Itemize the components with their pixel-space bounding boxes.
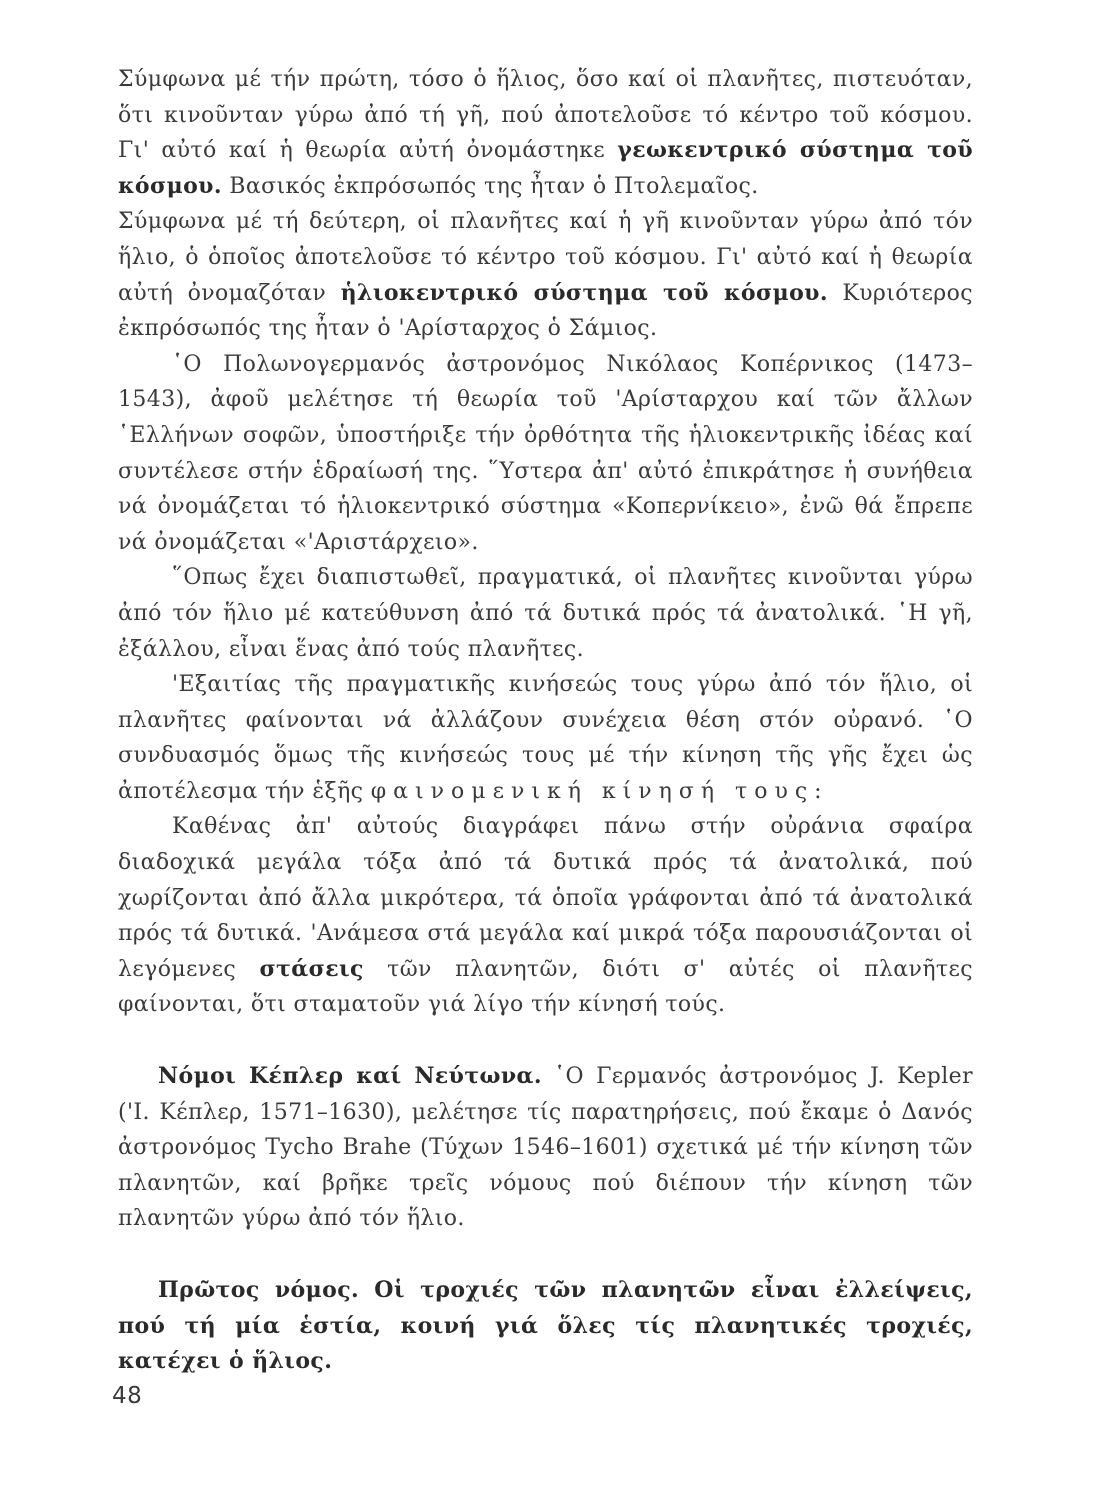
term-apparent-motion: φαινομενική κίνησή τους: xyxy=(370,778,829,804)
paragraph-copernicus: ῾Ο Πολωνογερμανός ἀστρονόμος Νικόλαος Κοπέρνικος (1473–1543), ἀφοῦ μελέτησε τή θεωρία τοῦ 'Αρίσταρχου καί τῶν ἄλλων ῾Ελλήνων σοφῶν, ὑποστήριξε τήν ὀρθότητα τῆς ἡλιοκεντρικῆς ἰδέας καί συντέλεσε στήν ἑδραίωσή της. ῞Υστερα ἀπ' αὐτό ἐπικράτησε ἡ συνήθεια νά ὀνομάζεται τό ἡλιοκεντρικό σύστημα «Κοπερνίκειο», ἐνῶ θά ἔπρεπε νά ὀνομάζεται «'Αριστάρχειο». xyxy=(118,351,973,555)
term-heliocentric-system: ἡλιοκεντρικό σύστημα τοῦ κόσμου. xyxy=(340,279,828,306)
paragraph-kepler-newton: Νόμοι Κέπλερ καί Νεύτωνα. ῾Ο Γερμανός ἀστρονόμος J. Kepler ('Ι. Κέπλερ, 1571–1630), μελέτησε τίς παρατηρήσεις, πού ἔκαμε ὁ Δανός ἀστρονόμος Tycho Brahe (Τύχων 1546–1601) σχετικά μέ τήν κίνηση τῶν πλανητῶν, καί βρῆκε τρεῖς νόμους πού διέπουν τήν κίνηση τῶν πλανητῶν γύρω ἀπό τόν ἥλιο. xyxy=(118,1063,973,1232)
first-law-text: Πρῶτος νόμος. Οἱ τροχιές τῶν πλανητῶν εἶναι ἐλλείψεις, πού τή μία ἑστία, κοινή γιά ὅλες τίς πλανητικές τροχιές, κατέχει ὁ ἥλιος. xyxy=(118,1277,973,1375)
body-text xyxy=(118,62,973,1380)
paragraph-geocentric: Σύμφωνα μέ τήν πρώτη, τόσο ὁ ἥλιος, ὅσο καί οἱ πλανῆτες, πιστευόταν, ὅτι κινοῦνταν γύρω ἀπό τή γῆ, πού ἀποτελοῦσε τό κέντρο τοῦ κόσμου. Γι' αὐτό καί ἡ θεωρία αὐτή ὀνομάστηκε γεωκεντρικό σύστημα τοῦ κόσμου. Βασικός ἐκπρόσωπός της ἦταν ὁ Πτολεμαῖος. xyxy=(118,67,974,199)
paragraph-stations: Καθένας ἀπ' αὐτούς διαγράφει πάνω στήν οὐράνια σφαίρα διαδοχικά μεγάλα τόξα ἀπό τά δυτικά πρός τά ἀνατολικά, πού χωρίζονται ἀπό ἄλλα μικρότερα, τά ὁποῖα γράφονται ἀπό τά ἀνατολικά πρός τά δυτικά. 'Ανάμεσα στά μεγάλα καί μικρά τόξα παρουσιάζονται οἱ λεγόμενες στάσεις τῶν πλανητῶν, διότι σ' αὐτές οἱ πλανῆτες φαίνονται, ὅτι σταματοῦν γιά λίγο τήν κίνησή τούς. xyxy=(118,814,973,1018)
paragraph-first-law xyxy=(118,1273,973,1380)
page-number: 48 xyxy=(112,1383,143,1409)
term-stations: στάσεις xyxy=(259,955,364,982)
term-geocentric-system: γεωκεντρικό σύστημα τοῦ κόσμου. xyxy=(118,137,974,199)
paragraph-planets-motion: ῞Οπως ἔχει διαπιστωθεῖ, πραγματικά, οἱ πλανῆτες κινοῦνται γύρω ἀπό τόν ἥλιο μέ κατεύθυνση ἀπό τά δυτικά πρός τά ἀνατολικά. ῾Η γῆ, ἐξάλλου, εἶναι ἕνας ἀπό τούς πλανῆτες. xyxy=(118,565,973,662)
paragraph-apparent-motion: 'Εξαιτίας τῆς πραγματικῆς κινήσεώς τους γύρω ἀπό τόν ἥλιο, οἱ πλανῆτες φαίνονται νά ἀλλάζουν συνέχεια θέση στόν οὐρανό. ῾Ο συνδυασμός ὅμως τῆς κινήσεώς τους μέ τήν κίνηση τῆς γῆς ἔχει ὡς ἀποτέλεσμα τήν ἑξῆς φαινομενική κίνησή τους: xyxy=(118,672,973,804)
section-heading-kepler-newton: Νόμοι Κέπλερ καί Νεύτωνα. xyxy=(158,1063,542,1090)
paragraph-heliocentric: Σύμφωνα μέ τή δεύτερη, οἱ πλανῆτες καί ἡ γῆ κινοῦνταν γύρω ἀπό τόν ἥλιο, ὁ ὁποῖος ἀποτελοῦσε τό κέντρο τοῦ κόσμου. Γι' αὐτό καί ἡ θεωρία αὐτή ὀνομαζόταν ἡλιοκεντρικό σύστημα τοῦ κόσμου. Κυριότερος ἐκπρόσωπός της ἦταν ὁ 'Αρίσταρχος ὁ Σάμιος. xyxy=(118,209,974,342)
